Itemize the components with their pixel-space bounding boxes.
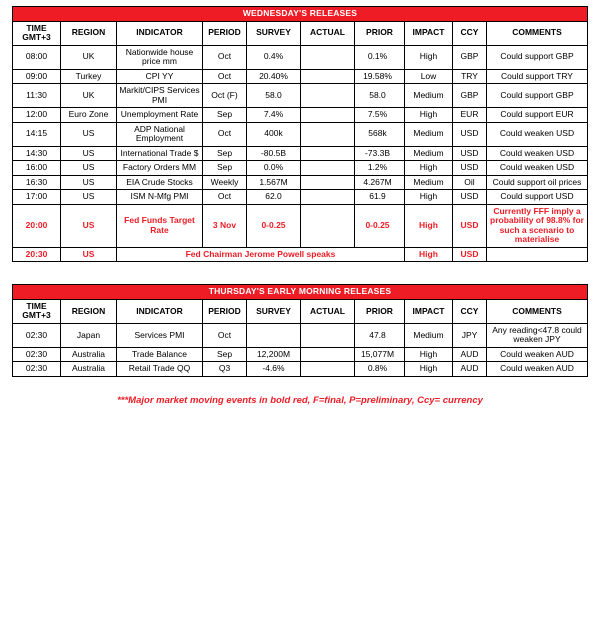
cell-prior: 1.2% — [355, 161, 405, 176]
cell-period: Sep — [203, 161, 247, 176]
cell-period: Sep — [203, 347, 247, 362]
cell-period: Oct — [203, 69, 247, 84]
column-header-impact: IMPACT — [405, 21, 453, 45]
cell-indicator: Services PMI — [117, 323, 203, 347]
cell-region: US — [61, 122, 117, 146]
cell-period: Oct — [203, 323, 247, 347]
cell-time: 02:30 — [13, 362, 61, 377]
cell-time: 02:30 — [13, 347, 61, 362]
cell-indicator: ADP National Employment — [117, 122, 203, 146]
table-row — [13, 323, 588, 347]
cell-survey: 0.0% — [247, 161, 301, 176]
cell-impact: Medium — [405, 84, 453, 108]
column-header-ccy: CCY — [453, 299, 487, 323]
table-row — [13, 161, 588, 176]
cell-impact: High — [405, 108, 453, 123]
cell-time: 16:00 — [13, 161, 61, 176]
table-header-row — [13, 21, 588, 45]
cell-ccy: AUD — [453, 347, 487, 362]
cell-indicator: Markit/CIPS Services PMI — [117, 84, 203, 108]
table-title-row — [13, 285, 588, 300]
table-gap — [12, 262, 588, 284]
cell-region: US — [61, 161, 117, 176]
cell-comments: Any reading<47.8 could weaken JPY — [487, 323, 588, 347]
cell-ccy: EUR — [453, 108, 487, 123]
table-row — [13, 190, 588, 205]
cell-indicator: ISM N-Mfg PMI — [117, 190, 203, 205]
cell-region: Japan — [61, 323, 117, 347]
cell-ccy: USD — [453, 146, 487, 161]
column-header-actual: ACTUAL — [301, 21, 355, 45]
column-header-actual: ACTUAL — [301, 299, 355, 323]
table-row — [13, 108, 588, 123]
cell-time: 17:00 — [13, 190, 61, 205]
cell-prior: 15,077M — [355, 347, 405, 362]
table-row — [13, 84, 588, 108]
thursday-releases-table — [12, 284, 588, 377]
column-header-comments: COMMENTS — [487, 299, 588, 323]
cell-actual — [301, 323, 355, 347]
table-row — [13, 175, 588, 190]
cell-survey: 7.4% — [247, 108, 301, 123]
cell-survey: 62.0 — [247, 190, 301, 205]
cell-period: Q3 — [203, 362, 247, 377]
cell-actual — [301, 108, 355, 123]
table-row — [13, 146, 588, 161]
column-header-impact: IMPACT — [405, 299, 453, 323]
cell-impact: Medium — [405, 323, 453, 347]
cell-impact: High — [405, 347, 453, 362]
cell-time: 20:30 — [13, 247, 61, 262]
column-header-survey: SURVEY — [247, 299, 301, 323]
cell-period: Sep — [203, 108, 247, 123]
column-header-region: REGION — [61, 299, 117, 323]
cell-impact: High — [405, 247, 453, 262]
cell-ccy: USD — [453, 161, 487, 176]
cell-ccy: GBP — [453, 84, 487, 108]
cell-actual — [301, 190, 355, 205]
table-row — [13, 347, 588, 362]
column-header-period: PERIOD — [203, 299, 247, 323]
cell-actual — [301, 175, 355, 190]
cell-comments: Could support USD — [487, 190, 588, 205]
cell-indicator: Factory Orders MM — [117, 161, 203, 176]
cell-prior: -73.3B — [355, 146, 405, 161]
column-header-indicator: INDICATOR — [117, 21, 203, 45]
cell-time: 02:30 — [13, 323, 61, 347]
cell-survey: 12,200M — [247, 347, 301, 362]
cell-comments: Could weaken USD — [487, 146, 588, 161]
cell-region: Australia — [61, 362, 117, 377]
table-row-speech — [13, 247, 588, 262]
cell-comments: Currently FFF imply a probability of 98.8% for such a scenario to materialise — [487, 204, 588, 247]
cell-region: Australia — [61, 347, 117, 362]
cell-survey: -80.5B — [247, 146, 301, 161]
table-row — [13, 45, 588, 69]
cell-ccy: AUD — [453, 362, 487, 377]
cell-region: Euro Zone — [61, 108, 117, 123]
cell-time: 16:30 — [13, 175, 61, 190]
cell-actual — [301, 122, 355, 146]
cell-indicator: Fed Funds Target Rate — [117, 204, 203, 247]
cell-indicator: Unemployment Rate — [117, 108, 203, 123]
cell-actual — [301, 69, 355, 84]
column-header-period: PERIOD — [203, 21, 247, 45]
footnote: ***Major market moving events in bold red, F=final, P=preliminary, Ccy= currency — [117, 394, 483, 406]
cell-impact: High — [405, 204, 453, 247]
cell-period: Weekly — [203, 175, 247, 190]
column-header-prior: PRIOR — [355, 21, 405, 45]
cell-prior: 61.9 — [355, 190, 405, 205]
cell-time: 12:00 — [13, 108, 61, 123]
wednesday-releases-table — [12, 6, 588, 262]
cell-period: Sep — [203, 146, 247, 161]
cell-prior: 568k — [355, 122, 405, 146]
cell-comments: Could support GBP — [487, 45, 588, 69]
cell-actual — [301, 347, 355, 362]
cell-impact: High — [405, 362, 453, 377]
table-header-row — [13, 299, 588, 323]
table-title: THURSDAY'S EARLY MORNING RELEASES — [13, 285, 588, 300]
cell-region: US — [61, 146, 117, 161]
cell-comments: Could weaken AUD — [487, 362, 588, 377]
cell-impact: Medium — [405, 122, 453, 146]
cell-region: UK — [61, 45, 117, 69]
cell-region: US — [61, 247, 117, 262]
cell-survey: 1.567M — [247, 175, 301, 190]
table-row — [13, 69, 588, 84]
column-header-prior: PRIOR — [355, 299, 405, 323]
cell-region: US — [61, 175, 117, 190]
cell-impact: Low — [405, 69, 453, 84]
cell-prior: 7.5% — [355, 108, 405, 123]
cell-period: 3 Nov — [203, 204, 247, 247]
cell-prior: 0-0.25 — [355, 204, 405, 247]
cell-actual — [301, 84, 355, 108]
cell-prior: 19.58% — [355, 69, 405, 84]
cell-comments: Could support TRY — [487, 69, 588, 84]
column-header-survey: SURVEY — [247, 21, 301, 45]
cell-survey: 20.40% — [247, 69, 301, 84]
cell-period: Oct — [203, 45, 247, 69]
cell-impact: Medium — [405, 175, 453, 190]
cell-comments — [487, 247, 588, 262]
cell-impact: High — [405, 190, 453, 205]
cell-time: 14:15 — [13, 122, 61, 146]
cell-region: UK — [61, 84, 117, 108]
cell-prior: 0.1% — [355, 45, 405, 69]
cell-indicator: EIA Crude Stocks — [117, 175, 203, 190]
cell-ccy: USD — [453, 190, 487, 205]
cell-time: 08:00 — [13, 45, 61, 69]
column-header-indicator: INDICATOR — [117, 299, 203, 323]
table-row — [13, 362, 588, 377]
cell-survey: 0.4% — [247, 45, 301, 69]
cell-ccy: GBP — [453, 45, 487, 69]
column-header-time: TIME GMT+3 — [13, 21, 61, 45]
cell-region: Turkey — [61, 69, 117, 84]
cell-actual — [301, 161, 355, 176]
cell-survey: 0-0.25 — [247, 204, 301, 247]
cell-indicator: Retail Trade QQ — [117, 362, 203, 377]
cell-survey: 58.0 — [247, 84, 301, 108]
cell-ccy: USD — [453, 122, 487, 146]
cell-region: US — [61, 190, 117, 205]
column-header-time: TIME GMT+3 — [13, 299, 61, 323]
cell-ccy: Oil — [453, 175, 487, 190]
column-header-region: REGION — [61, 21, 117, 45]
cell-actual — [301, 146, 355, 161]
cell-comments: Could support oil prices — [487, 175, 588, 190]
table-title-row — [13, 7, 588, 22]
cell-actual — [301, 45, 355, 69]
cell-ccy: USD — [453, 204, 487, 247]
table-title: WEDNESDAY'S RELEASES — [13, 7, 588, 22]
cell-prior: 47.8 — [355, 323, 405, 347]
cell-time: 14:30 — [13, 146, 61, 161]
cell-time: 20:00 — [13, 204, 61, 247]
cell-ccy: USD — [453, 247, 487, 262]
cell-indicator: Trade Balance — [117, 347, 203, 362]
cell-prior: 58.0 — [355, 84, 405, 108]
cell-indicator: Nationwide house price mm — [117, 45, 203, 69]
cell-survey — [247, 323, 301, 347]
column-header-comments: COMMENTS — [487, 21, 588, 45]
cell-actual — [301, 204, 355, 247]
cell-comments: Could weaken AUD — [487, 347, 588, 362]
cell-region: US — [61, 204, 117, 247]
cell-time: 09:00 — [13, 69, 61, 84]
table-row-highlighted — [13, 204, 588, 247]
cell-time: 11:30 — [13, 84, 61, 108]
cell-period: Oct — [203, 190, 247, 205]
cell-comments: Could weaken USD — [487, 122, 588, 146]
cell-comments: Could support EUR — [487, 108, 588, 123]
cell-survey: -4.6% — [247, 362, 301, 377]
cell-indicator: CPI YY — [117, 69, 203, 84]
cell-period: Oct — [203, 122, 247, 146]
cell-comments: Could weaken USD — [487, 161, 588, 176]
column-header-ccy: CCY — [453, 21, 487, 45]
cell-actual — [301, 362, 355, 377]
cell-prior: 4.267M — [355, 175, 405, 190]
cell-indicator: International Trade $ — [117, 146, 203, 161]
cell-impact: High — [405, 161, 453, 176]
cell-prior: 0.8% — [355, 362, 405, 377]
cell-event-text: Fed Chairman Jerome Powell speaks — [117, 247, 405, 262]
cell-impact: Medium — [405, 146, 453, 161]
cell-ccy: TRY — [453, 69, 487, 84]
cell-survey: 400k — [247, 122, 301, 146]
cell-period: Oct (F) — [203, 84, 247, 108]
cell-ccy: JPY — [453, 323, 487, 347]
cell-impact: High — [405, 45, 453, 69]
table-row — [13, 122, 588, 146]
cell-comments: Could support GBP — [487, 84, 588, 108]
